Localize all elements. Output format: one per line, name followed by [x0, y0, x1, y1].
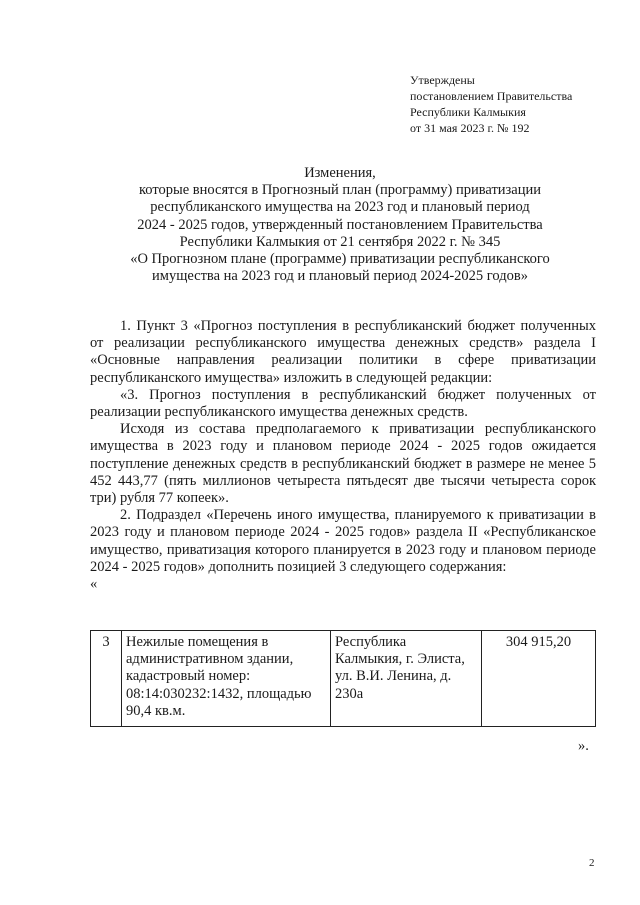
paragraph-2: «3. Прогноз поступления в республиканский бюджет полученных от реализации республиканского имущества денежных средств.	[90, 386, 596, 421]
title-line: Республики Калмыкия от 21 сентября 2022 г. № 345	[179, 233, 501, 250]
quote-open-mark: «	[90, 576, 98, 593]
approval-line: постановлением Правительства	[410, 89, 573, 103]
document-body	[90, 318, 596, 593]
position-description: Нежилые помещения в административном здании, кадастровый номер: 08:14:030232:1432, площадью 90,4 кв.м.	[122, 631, 331, 727]
title-line: которые вносятся в Прогнозный план (программу) приватизации	[138, 182, 541, 199]
page-number: 2	[589, 857, 595, 869]
position-price: 304 915,20	[482, 631, 596, 727]
approval-line: Утверждены	[410, 73, 475, 87]
position-table	[90, 630, 596, 727]
document-title	[80, 165, 600, 285]
paragraph-3: Исходя из состава предполагаемого к приватизации республиканского имущества в 2023 году и плановом периоде 2024 - 2025 годов ожидается поступление денежных средств в республиканский бюджет в размере не менее 5 452 443,77 (пять миллионов четыреста пятьдесят две тысячи четыреста сорок три) рубля 77 копеек».	[90, 421, 596, 507]
title-line: 2024 - 2025 годов, утвержденный постановлением Правительства	[137, 216, 543, 233]
quote-close-mark: ».	[578, 738, 589, 754]
approval-line: Республики Калмыкия	[410, 105, 526, 119]
paragraph-4: 2. Подраздел «Перечень иного имущества, планируемого к приватизации в 2023 году и плановом периоде 2024 - 2025 годов» раздела II «Республиканское имущество, приватизация которого планируется в 2023 году и плановом периоде 2024 - 2025 годов» дополнить позицией 3 следующего содержания:	[90, 507, 596, 575]
table-row	[91, 631, 596, 727]
approval-stamp	[410, 72, 572, 136]
title-line: «О Прогнозном плане (программе) приватизации республиканского	[130, 251, 550, 268]
title-line: Изменения,	[304, 165, 376, 181]
position-address: Республика Калмыкия, г. Элиста, ул. В.И. Ленина, д. 230а	[331, 631, 482, 727]
approval-line: от 31 мая 2023 г. № 192	[410, 121, 530, 135]
paragraph-1: 1. Пункт 3 «Прогноз поступления в республиканский бюджет полученных от реализации республиканского имущества денежных средств» раздела I «Основные направления реализации политики в сфере приватизации республиканского имущества» изложить в следующей редакции:	[90, 318, 596, 386]
title-line: республиканского имущества на 2023 год и плановый период	[150, 199, 530, 216]
position-number: 3	[91, 631, 122, 727]
title-line: имущества на 2023 год и плановый период 2024-2025 годов»	[152, 268, 528, 285]
